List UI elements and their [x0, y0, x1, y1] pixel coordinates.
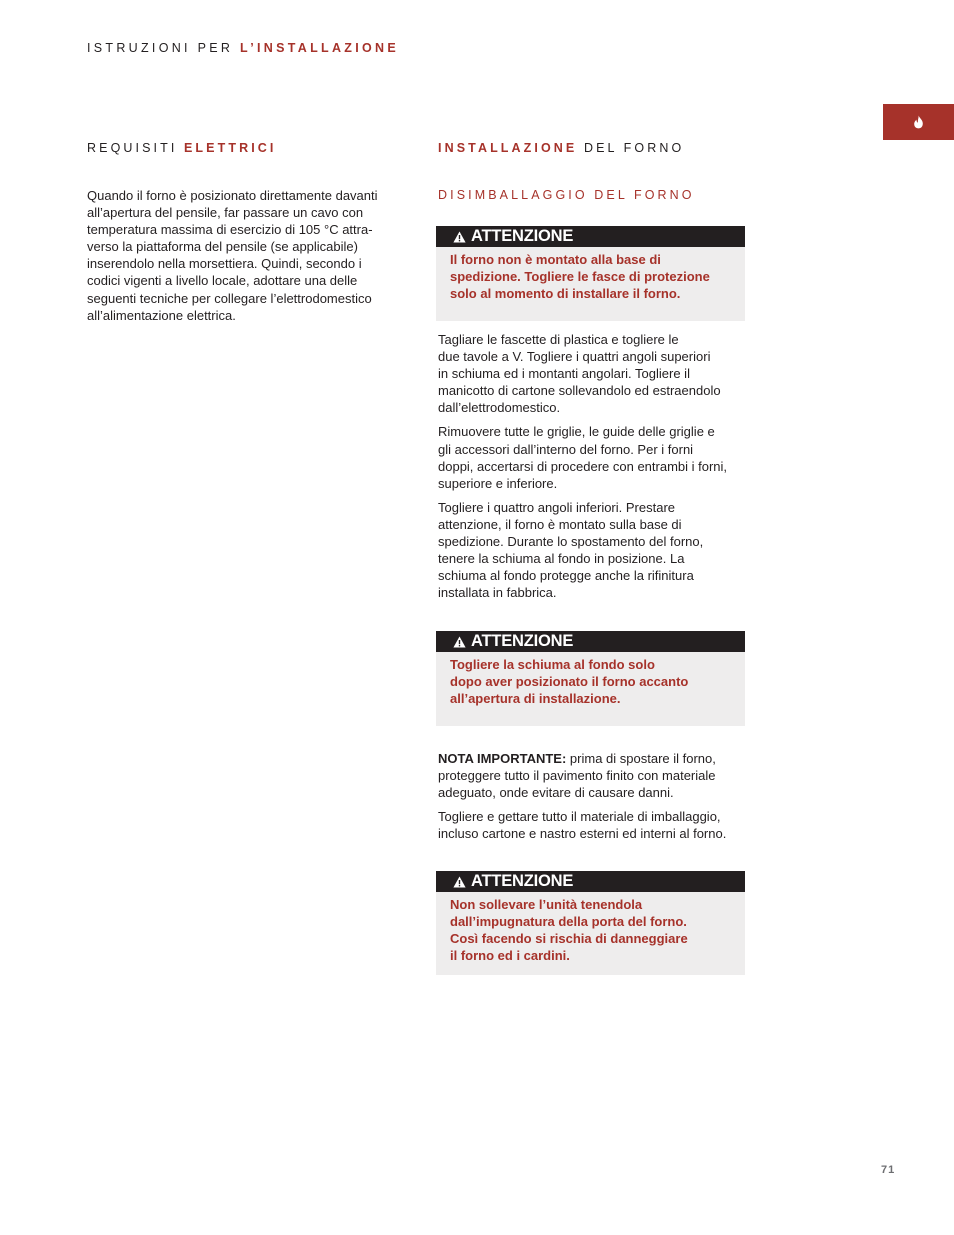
text-line: adeguato, onde evitare di causare danni.	[438, 785, 674, 801]
text-line: manicotto di cartone sollevandolo ed estraendolo	[438, 383, 721, 399]
text-line: incluso cartone e nastro esterni ed interni al forno.	[438, 826, 727, 842]
text-line: prima di spostare il forno,	[566, 751, 716, 766]
text-line: inserendolo nella morsettiera. Quindi, secondo i	[87, 256, 362, 272]
page-number: 71	[881, 1164, 896, 1176]
text-line: spedizione. Durante lo spostamento del forno,	[438, 534, 704, 550]
warning-line: Non sollevare l’unità tenendola	[450, 897, 643, 912]
paragraph	[438, 808, 758, 842]
paragraph	[438, 423, 758, 491]
warning-triangle-icon	[453, 876, 466, 888]
warning-line: all’apertura di installazione.	[450, 691, 621, 706]
warning-header	[436, 871, 745, 892]
header-highlight: L’INSTALLAZIONE	[240, 41, 399, 55]
warning-text	[436, 247, 745, 302]
text-line: seguenti tecniche per collegare l’elettrodomestico	[87, 290, 372, 306]
text-line: installata in fabbrica.	[438, 585, 557, 601]
text-line: Rimuovere tutte le griglie, le guide delle griglie e	[438, 424, 715, 440]
text-line: gli accessori dall’interno del forno. Per i forni	[438, 441, 694, 457]
important-note	[438, 750, 758, 842]
right-section-heading	[438, 141, 684, 155]
text-line: Togliere e gettare tutto il materiale di imballaggio,	[438, 809, 721, 825]
warning-label: ATTENZIONE	[471, 227, 574, 245]
text-line: due tavole a V. Togliere i quattri angoli superiori	[438, 349, 711, 365]
text-line: Quando il forno è posizionato direttamente davanti	[87, 188, 378, 203]
unpacking-subheading: DISIMBALLAGGIO DEL FORNO	[438, 188, 695, 202]
electrical-requirements-text	[87, 187, 412, 324]
unpacking-instructions	[438, 331, 758, 601]
warning-line: solo al momento di installare il forno.	[450, 286, 681, 301]
flame-icon	[913, 115, 924, 129]
text-line: dall’elettrodomestico.	[438, 400, 561, 416]
warning-line: Così facendo si rischia di danneggiare	[450, 931, 688, 946]
header-prefix: ISTRUZIONI PER	[87, 41, 234, 55]
warning-box-3	[436, 871, 745, 975]
text-line: temperatura massima di esercizio di 105 °C attra-	[87, 222, 373, 238]
warning-line: Il forno non è montato alla base di	[450, 252, 661, 267]
warning-line: spedizione. Togliere le fasce di protezione	[450, 269, 710, 284]
text-line: in schiuma ed i montanti angolari. Togliere il	[438, 366, 690, 382]
warning-line: dall’impugnatura della porta del forno.	[450, 914, 687, 929]
warning-label: ATTENZIONE	[471, 632, 574, 650]
warning-line: dopo aver posizionato il forno accanto	[450, 674, 689, 689]
warning-box-1	[436, 226, 745, 321]
text-line: Togliere i quattro angoli inferiori. Prestare	[438, 499, 676, 515]
note-label: NOTA IMPORTANTE:	[438, 751, 567, 766]
warning-triangle-icon	[453, 231, 466, 243]
section-tab	[883, 104, 954, 140]
paragraph	[438, 331, 758, 416]
warning-text	[436, 652, 745, 707]
left-heading-highlight: ELETTRICI	[183, 141, 277, 155]
warning-line: Togliere la schiuma al fondo solo	[450, 657, 655, 672]
page-header	[87, 41, 399, 55]
warning-header	[436, 631, 745, 652]
text-line: superiore e inferiore.	[438, 475, 558, 491]
text-line: schiuma al fondo protegge anche la rifinitura	[438, 568, 694, 584]
text-line: verso la piattaforma del pensile (se applicabile)	[87, 239, 358, 255]
warning-label: ATTENZIONE	[471, 872, 574, 890]
paragraph	[438, 499, 758, 602]
text-line: codici vigenti a livello locale, adottare una delle	[87, 273, 358, 289]
text-line: proteggere tutto il pavimento finito con materiale	[438, 768, 716, 784]
text-line: all’alimentazione elettrica.	[87, 307, 236, 323]
left-heading-prefix: REQUISITI	[87, 141, 178, 155]
right-heading-suffix: DEL FORNO	[583, 141, 685, 155]
warning-header	[436, 226, 745, 247]
text-line: all’apertura del pensile, far passare un cavo con	[87, 205, 364, 221]
warning-triangle-icon	[453, 636, 466, 648]
text-line: attenzione, il forno è montato sulla base di	[438, 516, 682, 532]
text-line: Tagliare le fascette di plastica e togliere le	[438, 332, 679, 347]
text-line: tenere la schiuma al fondo in posizione. La	[438, 551, 685, 567]
paragraph	[438, 750, 758, 801]
right-heading-highlight: INSTALLAZIONE	[438, 141, 578, 155]
warning-line: il forno ed i cardini.	[450, 948, 570, 963]
warning-text	[436, 892, 745, 964]
text-line: doppi, accertarsi di procedere con entrambi i forni,	[438, 458, 728, 474]
left-section-heading	[87, 141, 276, 155]
warning-box-2	[436, 631, 745, 726]
